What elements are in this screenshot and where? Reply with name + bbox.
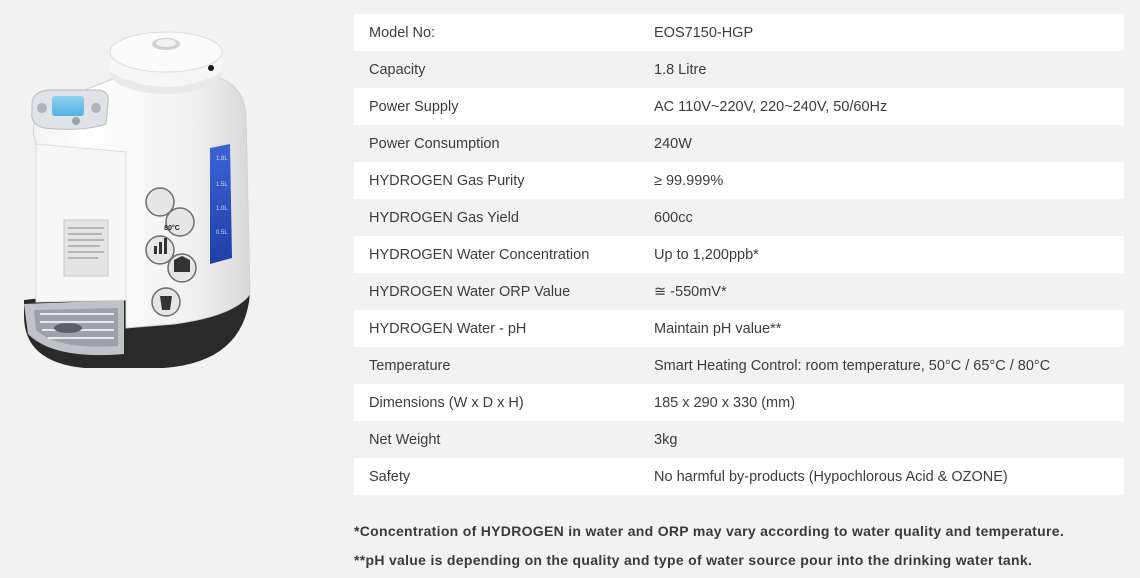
spec-row [354, 347, 1124, 384]
footnotes [354, 518, 1134, 576]
spec-value: 185 x 290 x 330 (mm) [654, 394, 796, 411]
spec-value: ≅ -550mV* [654, 283, 727, 300]
spec-label: Temperature [369, 357, 451, 374]
footnote-ph: **pH value is depending on the quality and type of water source pour into the drinking water tank. [354, 552, 1033, 568]
spec-row [354, 162, 1124, 199]
spec-row [354, 125, 1124, 162]
spec-row [354, 310, 1124, 347]
spec-row [354, 88, 1124, 125]
spec-value: No harmful by-products (Hypochlorous Acid & OZONE) [654, 468, 1008, 485]
footnote-concentration: *Concentration of HYDROGEN in water and ORP may vary according to water quality and temperature. [354, 523, 1065, 539]
spec-row [354, 14, 1124, 51]
specifications-table [354, 14, 1124, 495]
spec-value: 240W [654, 135, 692, 152]
spec-value: 1.8 Litre [654, 61, 707, 78]
spec-value: 600cc [654, 209, 693, 226]
spec-label: HYDROGEN Water ORP Value [369, 283, 571, 300]
spec-value: EOS7150-HGP [654, 24, 754, 41]
spec-row [354, 421, 1124, 458]
spec-row [354, 199, 1124, 236]
spec-value: ≥ 99.999% [654, 172, 724, 189]
spec-label: HYDROGEN Water Concentration [369, 246, 590, 263]
spec-label: Power Consumption [369, 135, 500, 152]
spec-row [354, 51, 1124, 88]
spec-row [354, 458, 1124, 495]
svg-text:1.0L: 1.0L [216, 206, 228, 212]
svg-text:1.5L: 1.5L [216, 182, 228, 188]
product-image [14, 24, 284, 384]
spec-label: Net Weight [369, 431, 441, 448]
spec-value: AC 110V~220V, 220~240V, 50/60Hz [654, 98, 888, 115]
spec-value: 3kg [654, 431, 678, 448]
spec-row [354, 236, 1124, 273]
svg-text:1.8L: 1.8L [216, 156, 228, 162]
svg-text:0.5L: 0.5L [216, 230, 228, 236]
spec-label: Capacity [369, 61, 426, 78]
spec-label: Dimensions (W x D x H) [369, 394, 524, 411]
spec-value: Maintain pH value** [654, 320, 782, 337]
spec-value: Up to 1,200ppb* [654, 246, 759, 263]
badge-80-label: 80°C [164, 225, 180, 232]
spec-label: Model No: [369, 24, 436, 41]
spec-row [354, 384, 1124, 421]
spec-label: Power Supply [369, 98, 459, 115]
spec-label: HYDROGEN Water - pH [369, 320, 527, 337]
spec-label: HYDROGEN Gas Yield [369, 209, 519, 226]
spec-value: Smart Heating Control: room temperature, 50°C / 65°C / 80°C [654, 357, 1051, 374]
spec-label: HYDROGEN Gas Purity [369, 172, 525, 189]
spec-row [354, 273, 1124, 310]
spec-label: Safety [369, 468, 411, 485]
